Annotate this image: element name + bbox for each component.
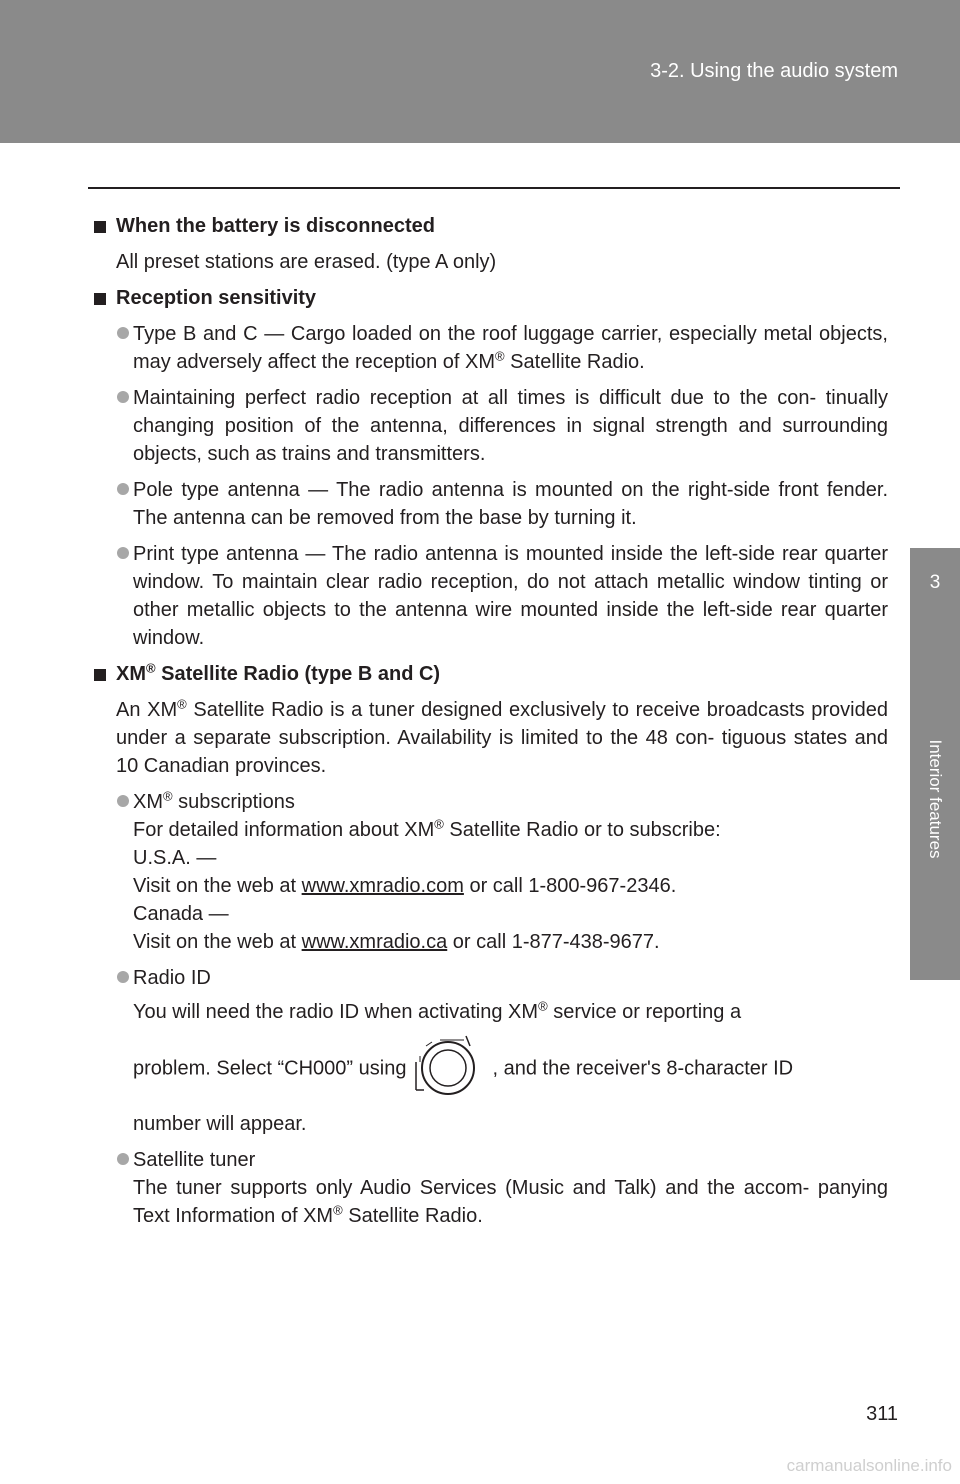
page-number: 311 — [866, 1403, 898, 1425]
section-title: 3-2. Using the audio system — [650, 60, 898, 82]
round-bullet-icon — [117, 1153, 129, 1165]
header-band — [0, 0, 960, 143]
round-bullet-icon — [117, 327, 129, 339]
reception-bullet-cargo: Type B and C — Cargo loaded on the roof luggage carrier, especially metal objects, may adversely affect the reception of XM® Satellite Radio. — [88, 320, 888, 376]
reception-bullet-pole-antenna: Pole type antenna — The radio antenna is mounted on the right-side front fender. The antenna can be removed from the base by turning it. — [88, 476, 888, 532]
xm-heading: XM® Satellite Radio (type B and C) — [88, 660, 888, 688]
square-bullet-icon — [94, 293, 106, 305]
battery-heading: When the battery is disconnected — [88, 212, 888, 240]
round-bullet-icon — [117, 547, 129, 559]
chapter-tab-label: Interior features — [926, 739, 945, 859]
xmradio-com-link[interactable]: www.xmradio.com — [301, 875, 464, 897]
round-bullet-icon — [117, 483, 129, 495]
xm-subscriptions: XM® subscriptions For detailed information about XM® Satellite Radio or to subscribe: U.S.A. — Visit on the web at www.xmradio.com or call 1-800-967-2346. Canada — Visit on the web at www.xmradio.ca or call 1-877-438-9677. — [88, 788, 888, 956]
chapter-tab — [910, 618, 960, 980]
xm-satellite-tuner: Satellite tuner The tuner supports only Audio Services (Music and Talk) and the accom- panying Text Information of XM® Satellite Radio. — [88, 1146, 888, 1230]
watermark: carmanualsonline.info — [786, 1456, 952, 1475]
reception-heading: Reception sensitivity — [88, 284, 888, 312]
reception-bullet-conditions: Maintaining perfect radio reception at all times is difficult due to the con- tinually changing position of the antenna, differences in signal strength and surrounding objects, such as trains and transmitters. — [88, 384, 888, 468]
battery-text: All preset stations are erased. (type A only) — [116, 251, 497, 273]
tune-knob-icon — [412, 1032, 484, 1104]
xm-radio-id: Radio ID You will need the radio ID when activating XM® service or reporting a problem. Select “CH000” using , and the receiver's 8-character ID number will appear. — [88, 964, 888, 1138]
chapter-tab-number: 3 — [910, 548, 960, 618]
reception-bullet-print-antenna: Print type antenna — The radio antenna is mounted inside the left-side rear quarter window. To maintain clear radio reception, do not attach metallic window tinting or other metallic objects to the antenna wire mounted inside the left-side rear quarter window. — [88, 540, 888, 652]
page-content — [88, 212, 888, 1238]
xmradio-ca-link[interactable]: www.xmradio.ca — [301, 931, 448, 953]
header-rule — [88, 187, 900, 189]
square-bullet-icon — [94, 669, 106, 681]
xm-intro: An XM® Satellite Radio is a tuner designed exclusively to receive broadcasts provided under a separate subscription. Availability is limited to the 48 con- tiguous states and 10 Canadian provinces. — [116, 696, 888, 777]
square-bullet-icon — [94, 221, 106, 233]
round-bullet-icon — [117, 795, 129, 807]
round-bullet-icon — [117, 391, 129, 403]
round-bullet-icon — [117, 971, 129, 983]
